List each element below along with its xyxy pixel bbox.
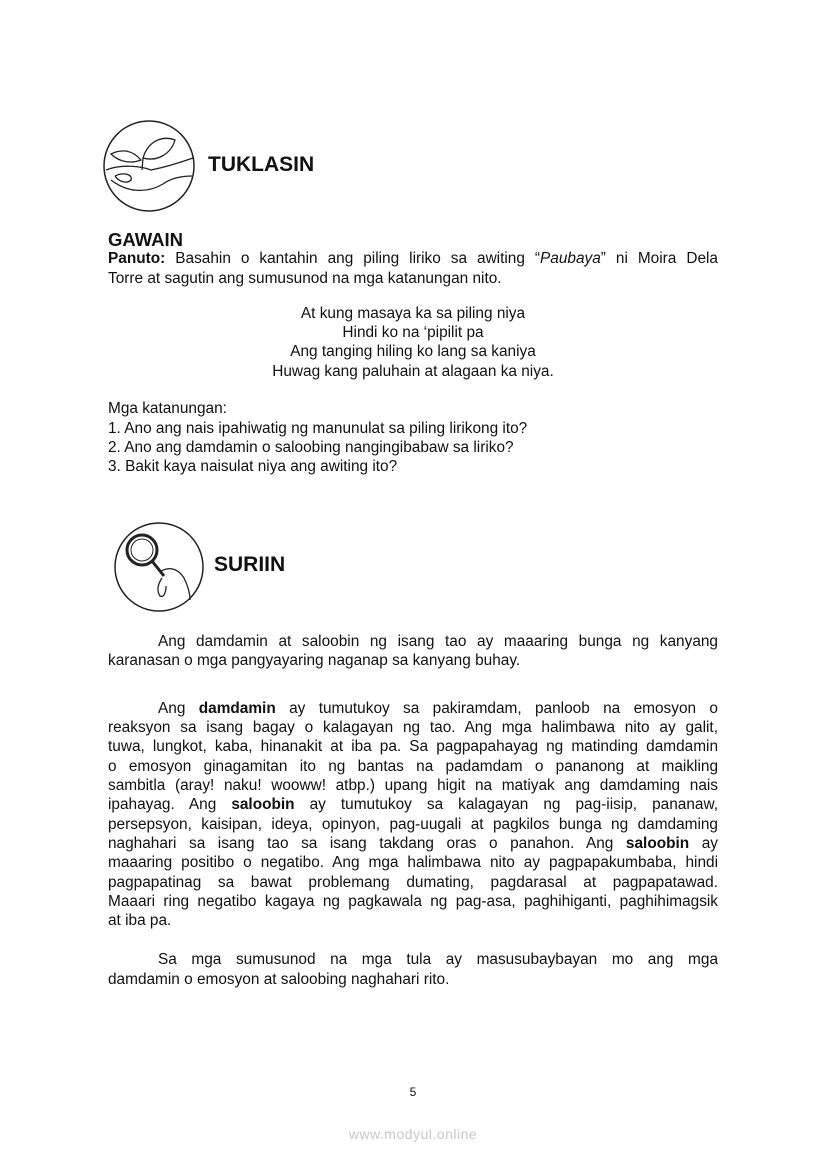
question-item: 1. Ano ang nais ipahiwatig ng manunulat sa piling lirikong ito? xyxy=(108,420,528,437)
term-saloobin: saloobin xyxy=(231,796,295,813)
instructions-line-1 xyxy=(108,249,718,269)
text: ay xyxy=(689,835,718,852)
paragraph-1-line: karanasan o mga pangyayaring naganap sa kanyang buhay. xyxy=(108,652,521,669)
watermark: www.modyul.online xyxy=(348,1126,478,1142)
paragraph-2-line: reaksyon sa isang bagay o kalagayan ng tao. Ang mga halimbawa nito ay galit, xyxy=(108,719,718,736)
paragraph-2-line: Maaari ring negatibo kagaya ng pagkawala ng pag-asa, paghihiganti, paghihimagsik xyxy=(108,893,718,910)
paragraph-1-line: Ang damdamin at saloobin ng isang tao ay maaaring bunga ng kanyang xyxy=(158,633,718,650)
text: ” ni Moira Dela xyxy=(600,250,718,267)
paragraph-3-line: damdamin o emosyon at saloobing naghahari rito. xyxy=(108,971,450,988)
text: ay tumutukoy sa pakiramdam, panloob na emosyon o xyxy=(275,700,718,717)
paragraph-2-line: o emosyon ginagamitan ito ng bantas na padamdam o pananong at maikling xyxy=(108,758,718,775)
tuklasin-heading: TUKLASIN xyxy=(208,153,315,176)
term-saloobin: saloobin xyxy=(625,835,690,852)
text: naghahari sa isang tao sa isang takdang oras o panahon. Ang xyxy=(108,835,626,852)
paragraph-2-line: pagpapatinag sa bawat problemang dumating, pagdarasal at pagpapatawad. xyxy=(108,874,718,891)
gawain-heading: GAWAIN xyxy=(108,229,184,250)
paragraph-2-line: persepsyon, kaisipan, ideya, opinyon, pag-uugali at pagkilos bunga ng damdaming xyxy=(108,816,718,833)
instructions-line-2: Torre at sagutin ang sumusunod na mga katanungan nito. xyxy=(108,270,502,287)
instructions-label: Panuto: xyxy=(108,250,166,267)
question-item: 3. Bakit kaya naisulat niya ang awiting ito? xyxy=(108,458,398,475)
paragraph-2-line: maaaring positibo o negatibo. Ang mga halimbawa nito ay pagpapakumbaba, hindi xyxy=(108,854,718,871)
lyric-line: Hindi ko na ‘pipilit pa xyxy=(342,324,484,341)
paragraph-3-line: Sa mga sumusunod na mga tula ay masusubaybayan mo ang mga xyxy=(158,951,718,968)
song-title: Paubaya xyxy=(540,250,601,267)
lyric-line: At kung masaya ka sa piling niya xyxy=(300,305,526,322)
text: ay tumutukoy sa kalagayan ng pag-iisip, pananaw, xyxy=(294,796,718,813)
paragraph-2-line: tuwa, lungkot, kaba, hinanakit at iba pa. Sa pagpapahayag ng matinding damdamin xyxy=(108,738,718,755)
plant-in-hand-icon xyxy=(101,118,197,214)
paragraph-2-line xyxy=(108,795,718,815)
text: Basahin o kantahin ang piling liriko sa awiting “ xyxy=(165,250,541,267)
lyric-line: Ang tanging hiling ko lang sa kaniya xyxy=(290,343,536,360)
paragraph-2-line: sambitla (aray! naku! wooww! atbp.) upang higit na matiyak ang damdaming nais xyxy=(108,777,718,794)
paragraph-2-line xyxy=(108,699,718,719)
text: ipahayag. Ang xyxy=(108,796,232,813)
question-item: 2. Ano ang damdamin o saloobing nangingibabaw sa liriko? xyxy=(108,439,514,456)
paragraph-2-line: at iba pa. xyxy=(108,912,172,929)
text: Ang xyxy=(158,700,199,717)
page-number: 5 xyxy=(409,1085,417,1099)
magnifying-glass-icon xyxy=(112,520,206,614)
term-damdamin: damdamin xyxy=(198,700,276,717)
questions-label: Mga katanungan: xyxy=(108,400,227,417)
paragraph-2-line xyxy=(108,834,718,854)
lyric-line: Huwag kang paluhain at alagaan ka niya. xyxy=(272,363,554,380)
suriin-heading: SURIIN xyxy=(214,553,286,576)
